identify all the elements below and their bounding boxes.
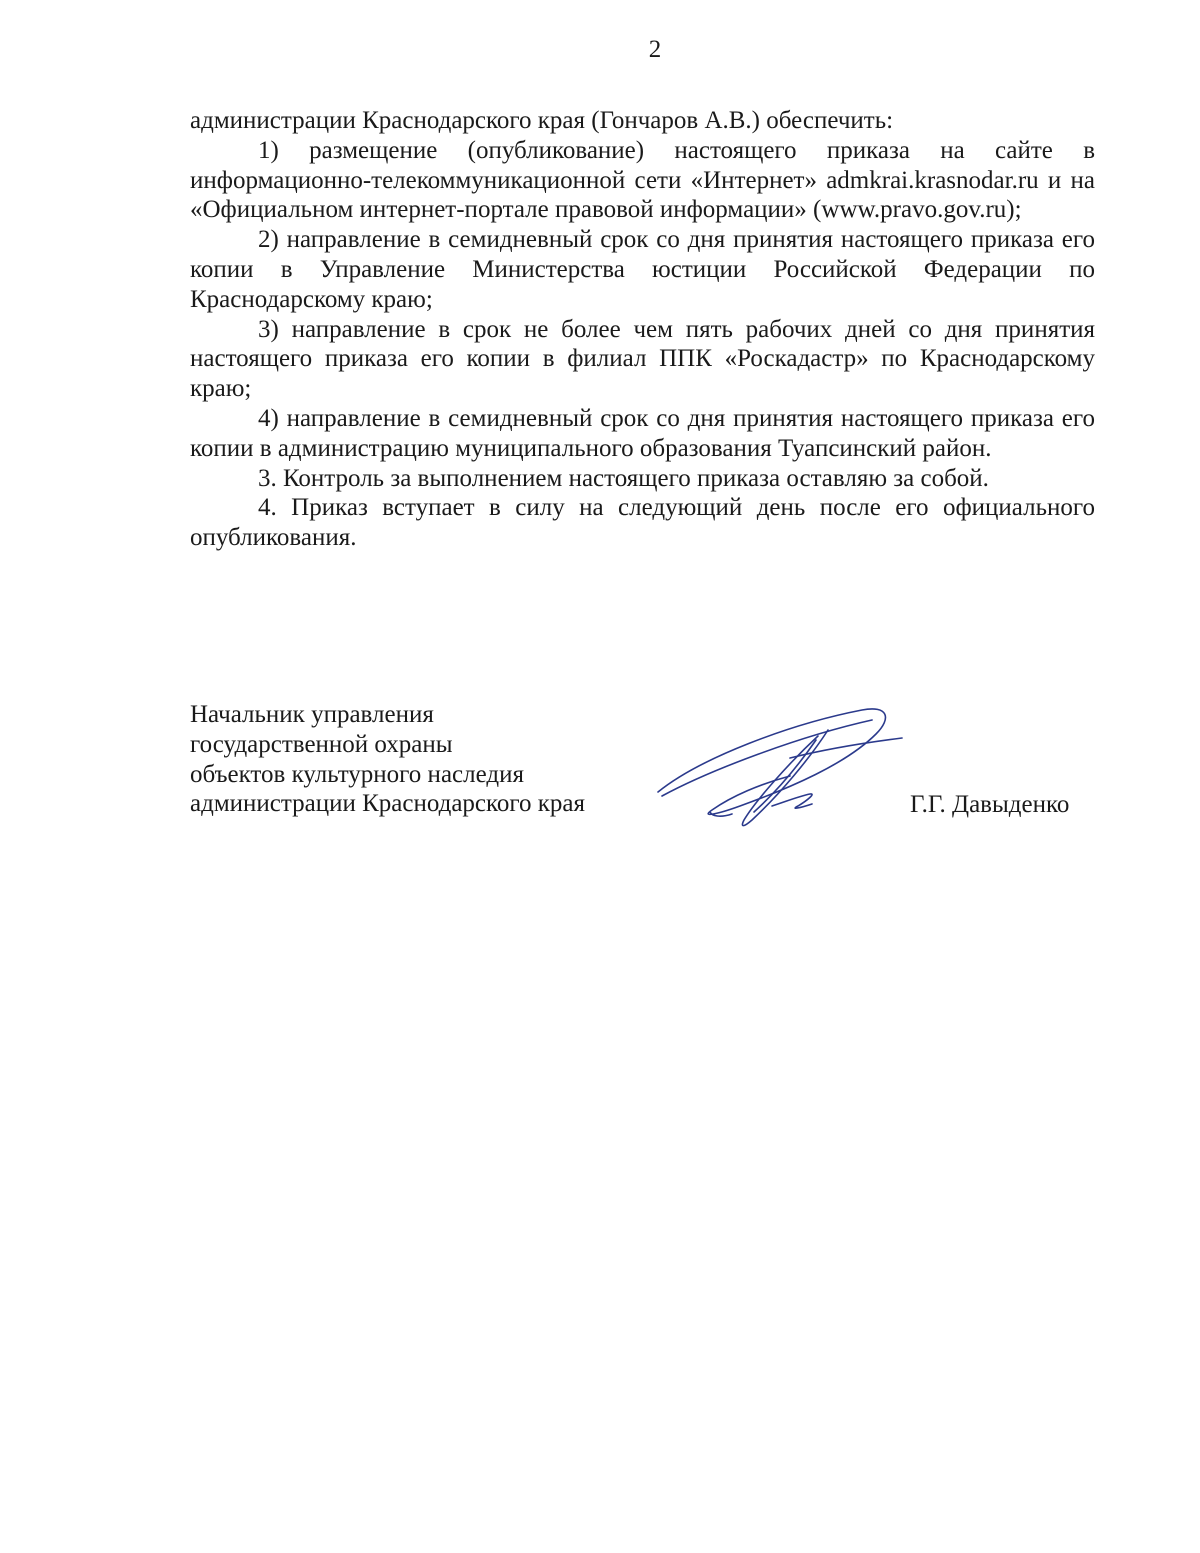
document-body bbox=[190, 106, 1095, 553]
signatory-name: Г.Г. Давыденко bbox=[910, 791, 1070, 818]
signatory-position bbox=[190, 700, 660, 819]
page-number: 2 bbox=[648, 36, 662, 63]
position-line: администрации Краснодарского края bbox=[190, 790, 586, 818]
signature-stroke bbox=[772, 794, 812, 808]
position-line: Начальник управления bbox=[190, 701, 434, 728]
paragraph-item-2: 2) направление в семидневный срок со дня принятия настоящего приказа его копии в Управление Министерства юстиции Российской Федерации по Краснодарскому краю; bbox=[190, 226, 1095, 313]
paragraph-clause-4: 4. Приказ вступает в силу на следующий день после его официального опубликования. bbox=[190, 494, 1095, 552]
position-line: объектов культурного наследия bbox=[190, 760, 524, 788]
paragraph-continuation: администрации Краснодарского края (Гончаров А.В.) обеспечить: bbox=[190, 107, 894, 134]
paragraph-item-4: 4) направление в семидневный срок со дня принятия настоящего приказа его копии в администрацию муниципального образования Туапсинский район. bbox=[190, 404, 1095, 462]
paragraph-item-3: 3) направление в срок не более чем пять рабочих дней со дня принятия настоящего приказа его копии в филиал ППК «Роскадастр» по Краснодарскому краю; bbox=[190, 315, 1095, 403]
handwritten-signature bbox=[640, 696, 910, 836]
signature-stroke bbox=[790, 738, 902, 758]
position-line: государственной охраны bbox=[190, 730, 453, 758]
signature-stroke bbox=[662, 720, 872, 796]
paragraph-item-1: 1) размещение (опубликование) настоящего приказа на сайте в информационно-телекоммуникационной сети «Интернет» admkrai.krasnodar.ru и на «Официальном интернет-портале правовой информации» (www.pravo.gov.ru); bbox=[190, 136, 1095, 224]
paragraph-clause-3: 3. Контроль за выполнением настоящего приказа оставляю за собой. bbox=[258, 464, 989, 492]
